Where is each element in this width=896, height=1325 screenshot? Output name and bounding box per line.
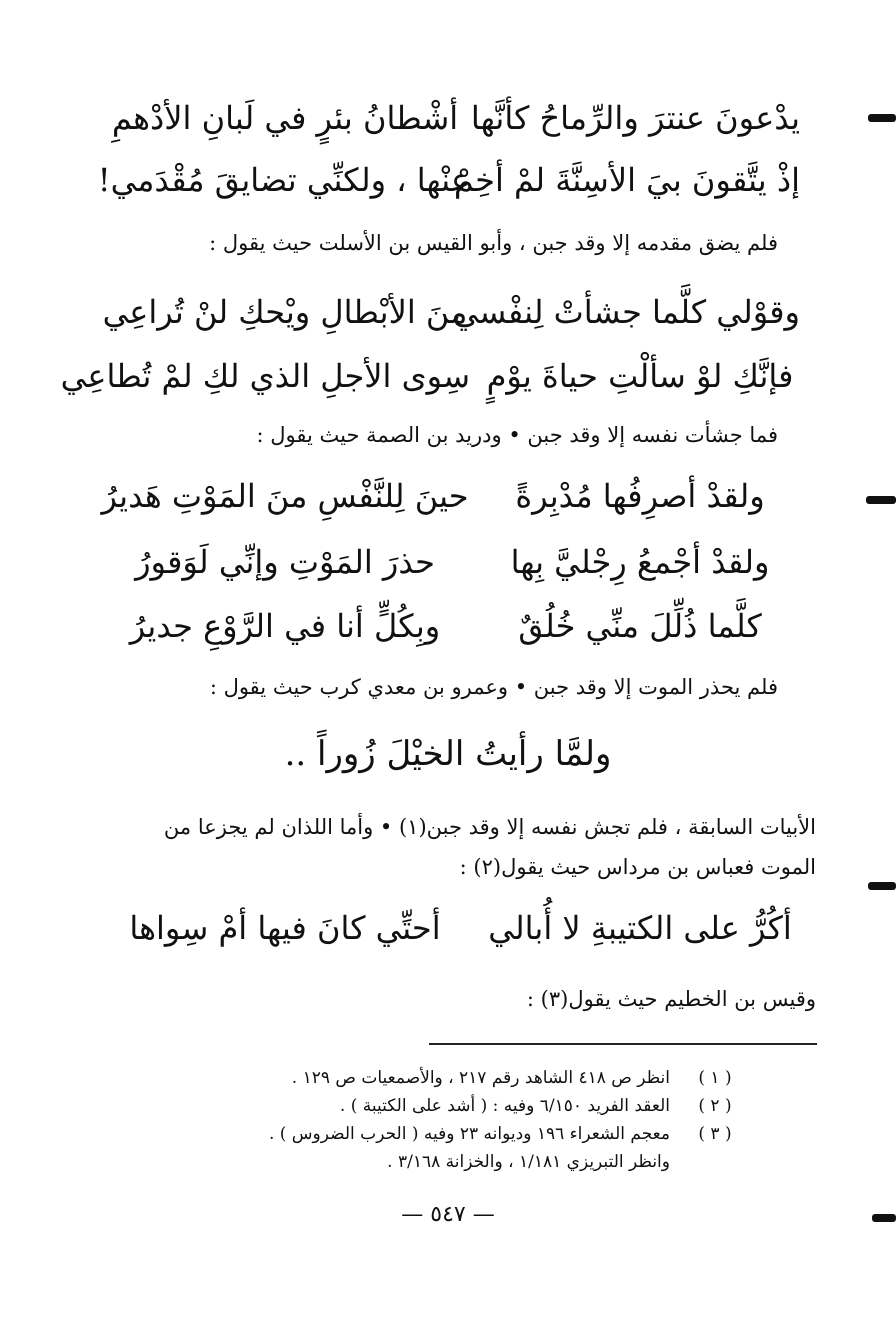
prose-line: الموت فعباس بن مرداس حيث يقول(٢) : [459,855,816,879]
verse-first-hemistich: ولقدْ أصرِفُها مُدْبِرةً [515,477,765,515]
verse-second-hemistich: منَ الأبْطالِ ويْحكِ لنْ تُراعِي [102,293,468,331]
verse-second-hemistich: عنْها ، ولكنِّي تضايقَ مُقْدَمي! [97,161,470,199]
verse-second-hemistich: حينَ لِلنَّفْسِ منَ المَوْتِ هَديرُ [101,477,469,515]
prose-line: فما جشأت نفسه إلا وقد جبن • ودريد بن الصمة حيث يقول : [256,423,778,447]
footnote-text: العقد الفريد ٦/١٥٠ وفيه : ( أشد على الكتيبة ) . [339,1096,670,1116]
footnote-number: ( ٢ ) [698,1096,732,1116]
single-verse: ولمَّا رأيتُ الخيْلَ زُوراً .. [284,734,612,774]
verse-second-hemistich: وبِكُلٍّ أنا في الرَّوْعِ جديرُ [129,607,441,645]
verse-first-hemistich: إذْ يتَّقونَ بيَ الأسِنَّةَ لمْ أخِمْ [453,161,800,199]
footnote [120,1094,740,1118]
verse-second-hemistich: سِوى الأجلِ الذي لكِ لمْ تُطاعِي [60,357,470,395]
prose-line: وقيس بن الخطيم حيث يقول(٣) : [526,987,816,1011]
verse-line [100,88,800,148]
verse-first-hemistich: فإنَّكِ لوْ سألْتِ حياةَ يوْمٍ [486,357,794,395]
verse-line [100,466,800,526]
scan-edge-mark [866,496,896,504]
verse-first-hemistich: ولقدْ أجْمعُ رِجْليَّ بِها [510,543,770,581]
verse-line [100,596,800,656]
scan-edge-mark [868,114,896,122]
prose-line: فلم يحذر الموت إلا وقد جبن • وعمرو بن معدي كرب حيث يقول : [209,675,778,699]
verse-line [60,346,800,406]
footnote-number: ( ٣ ) [698,1124,732,1144]
scan-edge-mark [868,882,896,890]
verse-line [100,282,800,342]
footnote-text: وانظر التبريزي ١/١٨١ ، والخزانة ٣/١٦٨ . [387,1152,670,1172]
verse-first-hemistich: كلَّما ذُلِّلَ منِّي خُلُقٌ [518,607,762,645]
verse-second-hemistich: أحتِّي كانَ فيها أمْ سِواها [129,909,441,947]
footnote-rule [429,1043,817,1045]
prose-line: الأبيات السابقة ، فلم تجش نفسه إلا وقد جبن(١) • وأما اللذان لم يجزعا من [163,815,816,839]
verse-second-hemistich: حذرَ المَوْتِ وإنِّي لَوَقورُ [135,543,435,581]
verse-line [100,532,800,592]
footnote [120,1122,740,1146]
verse-line [100,898,800,958]
footnote-text: معجم الشعراء ١٩٦ وديوانه ٢٣ وفيه ( الحرب الضروس ) . [268,1124,670,1144]
verse-first-hemistich: أكُرُّ على الكتيبةِ لا أُبالي [488,909,792,947]
verse-line [97,150,800,210]
verse-second-hemistich: أشْطانُ بئرٍ في لَبانِ الأدْهمِ [111,99,459,137]
verse-first-hemistich: وقوْلي كلَّما جشأتْ لِنفْسي [452,293,800,331]
scan-edge-mark [872,1214,896,1222]
footnote [120,1150,740,1174]
footnote [120,1066,740,1090]
prose-line: فلم يضق مقدمه إلا وقد جبن ، وأبو القيس بن الأسلت حيث يقول : [209,231,778,255]
footnote-number: ( ١ ) [698,1068,732,1088]
verse-first-hemistich: يدْعونَ عنترَ والرِّماحُ كأنَّها [470,99,800,137]
footnote-text: انظر ص ٤١٨ الشاهد رقم ٢١٧ ، والأصمعيات ص ١٢٩ . [291,1068,670,1088]
page-number: — ٥٤٧ — [401,1202,495,1227]
